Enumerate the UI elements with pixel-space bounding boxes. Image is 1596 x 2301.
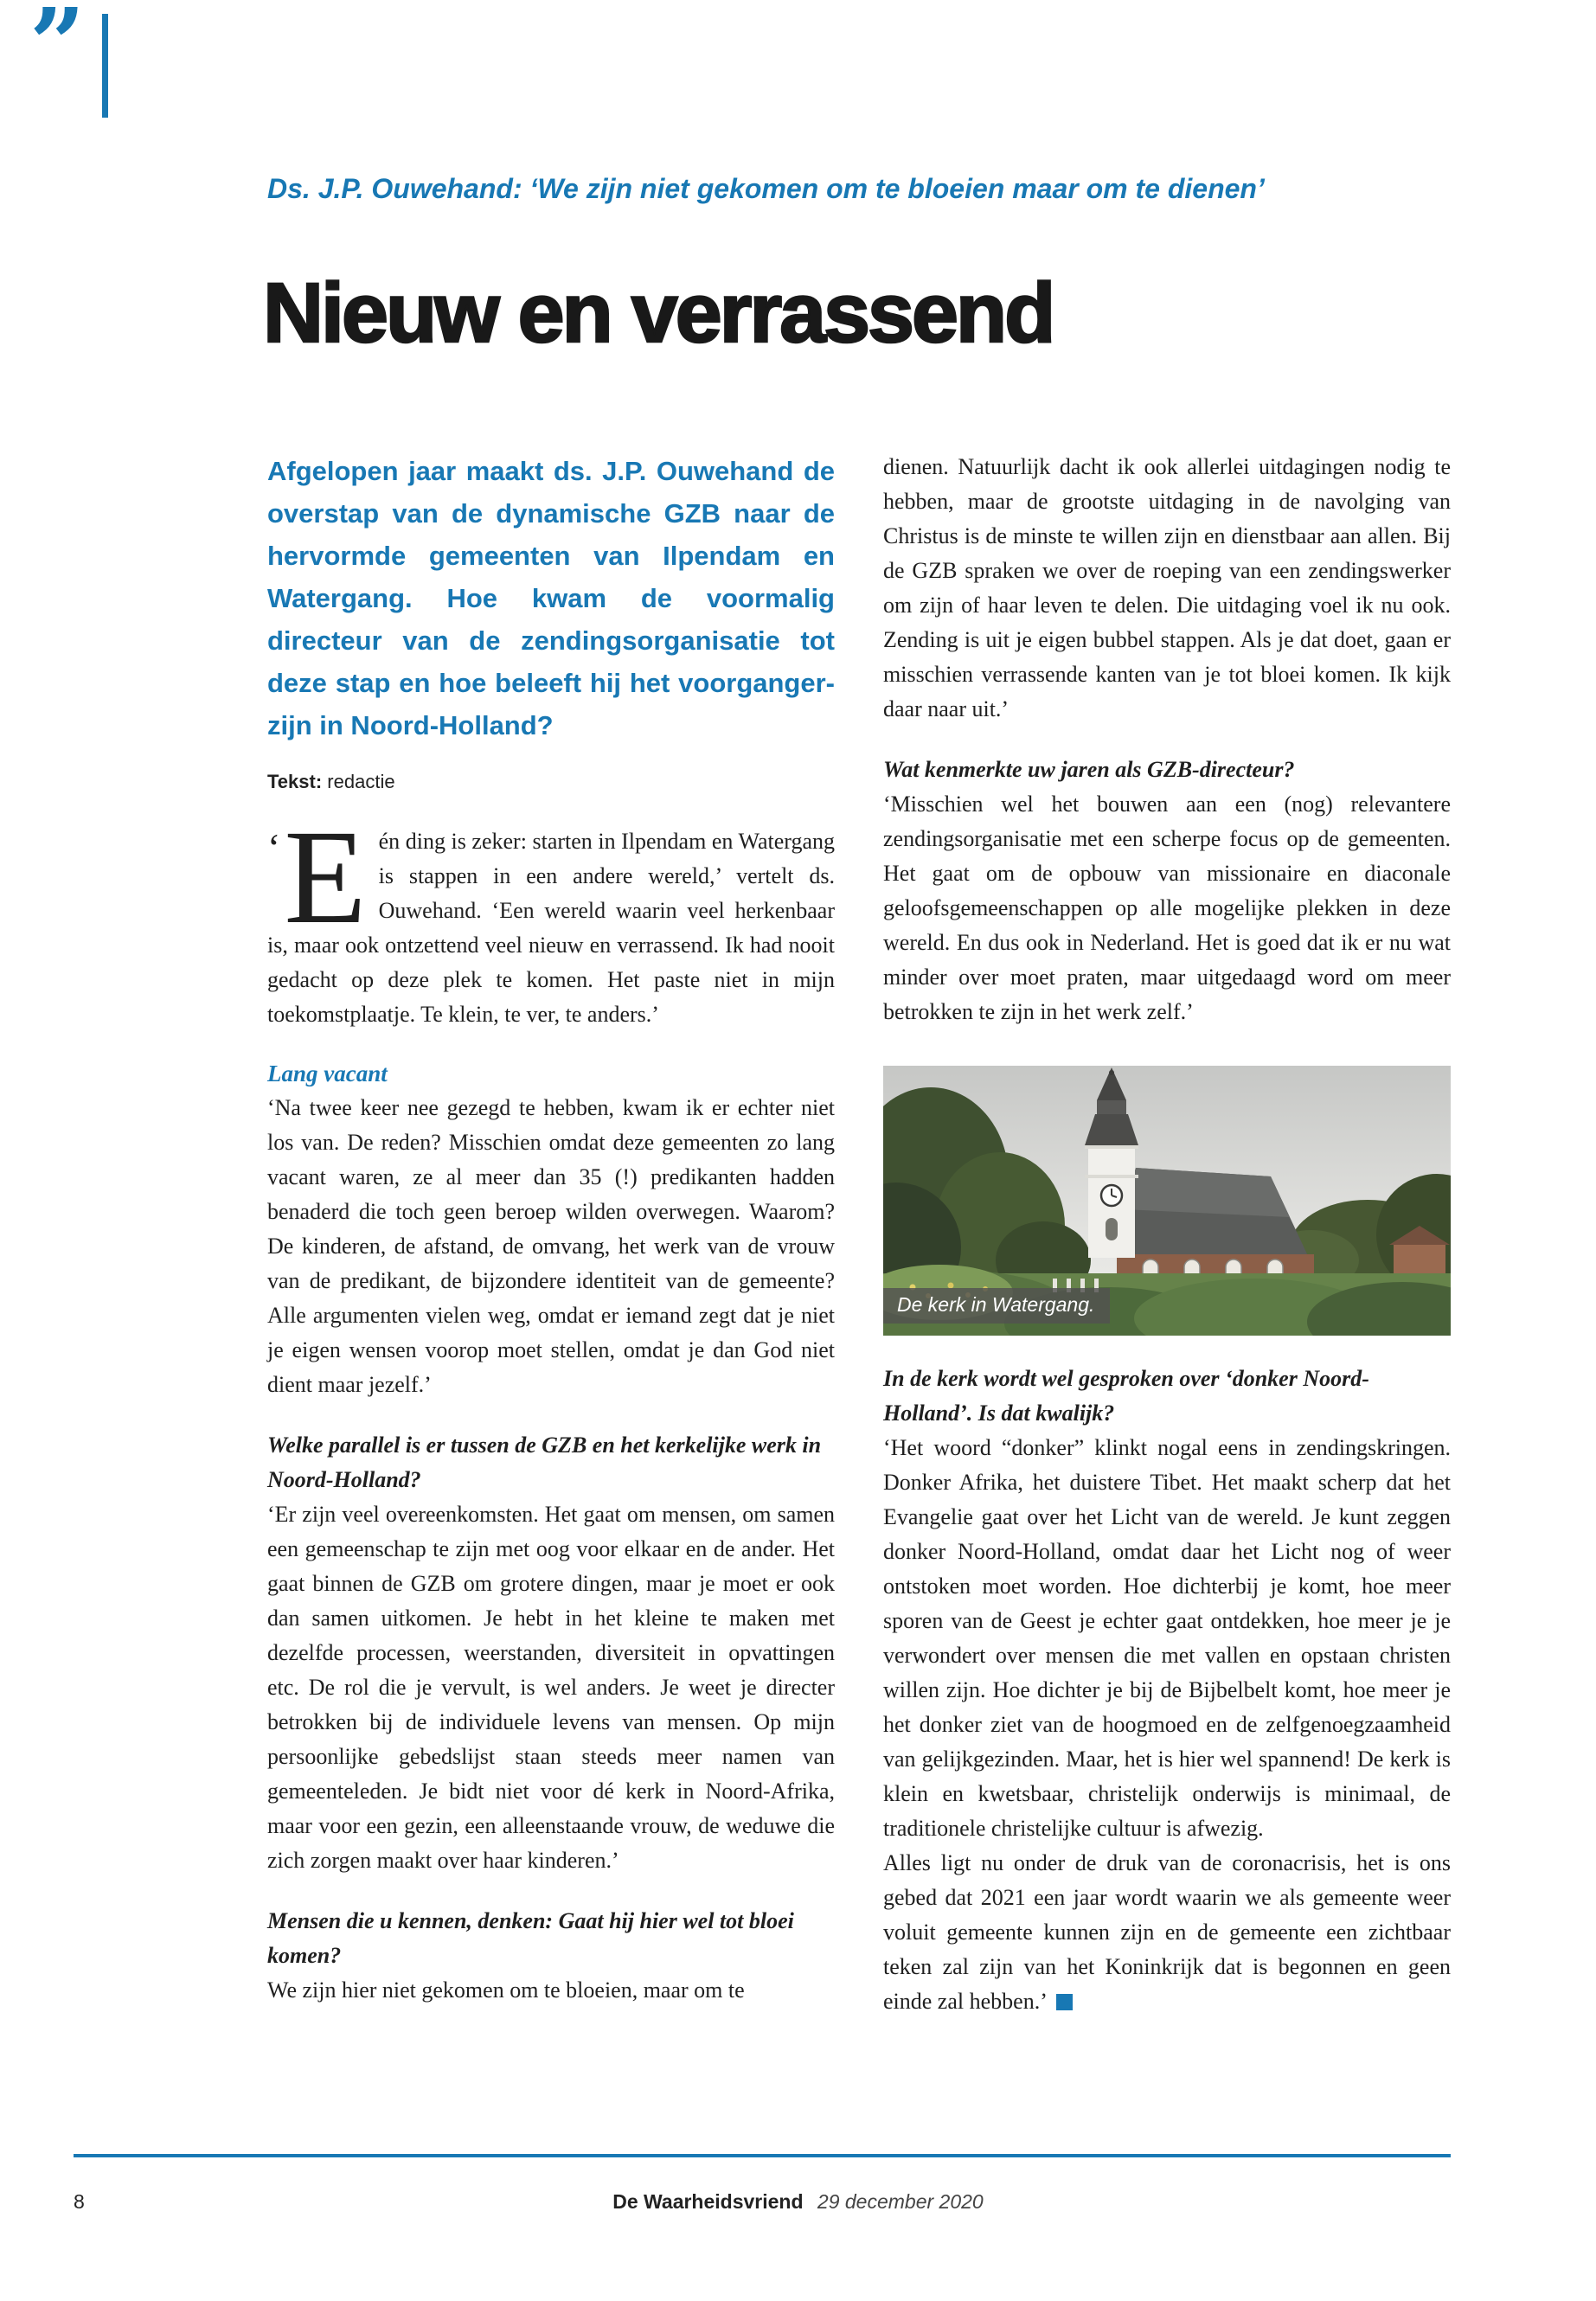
article-title: Nieuw en verrassend	[263, 266, 1054, 360]
end-of-article-marker	[1056, 1994, 1073, 2010]
interview-question: Welke parallel is er tussen de GZB en het kerkelijke werk in Noord-Holland?	[267, 1433, 822, 1492]
open-quote: ‘	[267, 825, 281, 869]
left-column	[267, 450, 835, 2008]
interview-question: In de kerk wordt wel gesproken over ‘donker Noord-Holland’. Is dat kwalijk?	[883, 1366, 1369, 1426]
article-paragraph: ‘Het woord “donker” klinkt nogal eens in zendingskringen. Donker Afrika, het duistere Tibet. Het maakt scherp dat het Evangelie gaat over het Licht van de wereld. Je kunt zeggen donker Noord-Holland, omdat daar het Licht nog of weer ontstoken moet worden. Hoe dichterbij je komt, hoe meer sporen van de Geest je echter gaat ontdekken, hoe meer je je verwondert over mensen die met vallen en opstaan christen willen zijn. Hoe dichter je bij de Bijbelbelt komt, hoe meer je het donker ziet van de hoogmoed en de zelfgenoegzaamheid van gelijkgezinden. Maar, het is hier wel spannend! De kerk is klein en kwetsbaar, christelijk onderwijs is minimaal, de traditionele christelijke cultuur is afwezig.	[883, 1435, 1451, 1841]
footer	[0, 2190, 1596, 2214]
article-columns	[267, 450, 1451, 2019]
footer-rule	[74, 2154, 1451, 2157]
interview-question: Wat kenmerkte uw jaren als GZB-directeur?	[883, 757, 1295, 782]
dropcap-letter: E	[284, 802, 367, 952]
article-intro: Afgelopen jaar maakt ds. J.P. Ouwehand de overstap van de dynamische GZB naar de hervormde gemeenten van Ilpendam en Watergang. Hoe kwam de voormalig directeur van de zendingsorganisatie tot deze stap en hoe beleeft hij het voorganger-zijn in Noord-Holland?	[267, 456, 835, 740]
section-subhead: Lang vacant	[267, 1061, 388, 1086]
byline-value: redactie	[327, 771, 395, 792]
right-column	[883, 450, 1451, 2019]
article-kicker: Ds. J.P. Ouwehand: ‘We zijn niet gekomen om te bloeien maar om te dienen’	[267, 173, 1265, 204]
article-paragraph: ‘Misschien wel het bouwen aan een (nog) relevantere zendingsorganisatie met een scherpe focus op de gemeenten. Het gaat om de opbouw van missionaire en diaconale geloofsgemeenschappen op alle mogelijke plekken in deze wereld. En dus ook in Nederland. Het is goed dat ik er nu wat minder over moet praten, maar uitgedaagd word om meer betrokken te zijn in het werk zelf.’	[883, 792, 1451, 1024]
interview-question: Mensen die u kennen, denken: Gaat hij hier wel tot bloei komen?	[267, 1908, 794, 1968]
header-accent-bar	[102, 14, 108, 118]
church-photo	[883, 1066, 1451, 1336]
article-opening-paragraph: ‘E én ding is zeker: starten in Ilpendam en Watergang is stappen in een andere wereld,’ vertelt ds. Ouwehand. ‘Een wereld waarin veel herkenbaar is, maar ook ontzettend veel nieuw en verrassend. Ik had nooit gedacht op deze plek te komen. Het paste niet in mijn toekomstplaatje. Te klein, te ver, te anders.’	[267, 802, 835, 1027]
article-paragraph: dienen. Natuurlijk dacht ik ook allerlei uitdagingen nodig te hebben, maar de grootste uitdaging in de navolging van Christus is de minste te willen zijn en dienstbaar aan allen. Bij de GZB spraken we over de roeping van een zendingswerker om zijn of haar leven te delen. Die uitdaging voel ik nu ook. Zending is uit je eigen bubbel stappen. Als je dat doet, gaan er misschien verrassende kanten van je tot bloei komen. Ik kijk daar naar uit.’	[883, 454, 1451, 721]
page-number: 8	[74, 2190, 85, 2213]
article-paragraph: We zijn hier niet gekomen om te bloeien, maar om te	[267, 1977, 745, 2003]
byline-label: Tekst:	[267, 771, 323, 792]
footer-date: 29 december 2020	[817, 2190, 984, 2213]
footer-brand: De Waarheidsvriend	[612, 2190, 804, 2213]
article-paragraph: Alles ligt nu onder de druk van de coronacrisis, het is ons gebed dat 2021 een jaar wordt waarin we als gemeente weer voluit gemeente kunnen zijn en de gemeente een zichtbaar teken zal zijn van het Koninkrijk dat is begonnen en geen einde zal hebben.’	[883, 1850, 1451, 2014]
photo-caption: De kerk in Watergang.	[883, 1288, 1110, 1324]
dropcap	[267, 802, 367, 952]
byline	[267, 771, 835, 793]
article-paragraph: ‘Er zijn veel overeenkomsten. Het gaat om mensen, om samen een gemeenschap te zijn met oog voor elkaar en de ander. Het gaat binnen de GZB om grotere dingen, maar je moet er ook dan samen uitkomen. Je hebt in het kleine te maken met dezelfde processen, weerstanden, diversiteit in opvattingen etc. De rol die je vervult, is wel anders. Je weet je directer betrokken bij de individuele levens van mensen. Op mijn persoonlijke gebedslijst staan steeds meer namen van gemeenteleden. Je bidt niet voor dé kerk in Noord-Afrika, maar voor een gezin, een alleenstaande vrouw, de weduwe die zich zorgen maakt over haar kinderen.’	[267, 1502, 835, 1873]
quote-mark-icon: ”	[29, 0, 86, 101]
article-paragraph: ‘Na twee keer nee gezegd te hebben, kwam ik er echter niet los van. De reden? Misschien omdat deze gemeenten zo lang vacant waren, ze al meer dan 35 (!) predikanten hadden benaderd die toch geen beroep wilden overwegen. Waarom? De kinderen, de afstand, de omvang, het werk van de vrouw van de predikant, de bijzondere identiteit van de gemeente? Alle argumenten vielen weg, omdat er iemand zegt dat je niet je eigen wensen voorop moet stellen, omdat je dan God niet dient maar jezelf.’	[267, 1095, 835, 1397]
